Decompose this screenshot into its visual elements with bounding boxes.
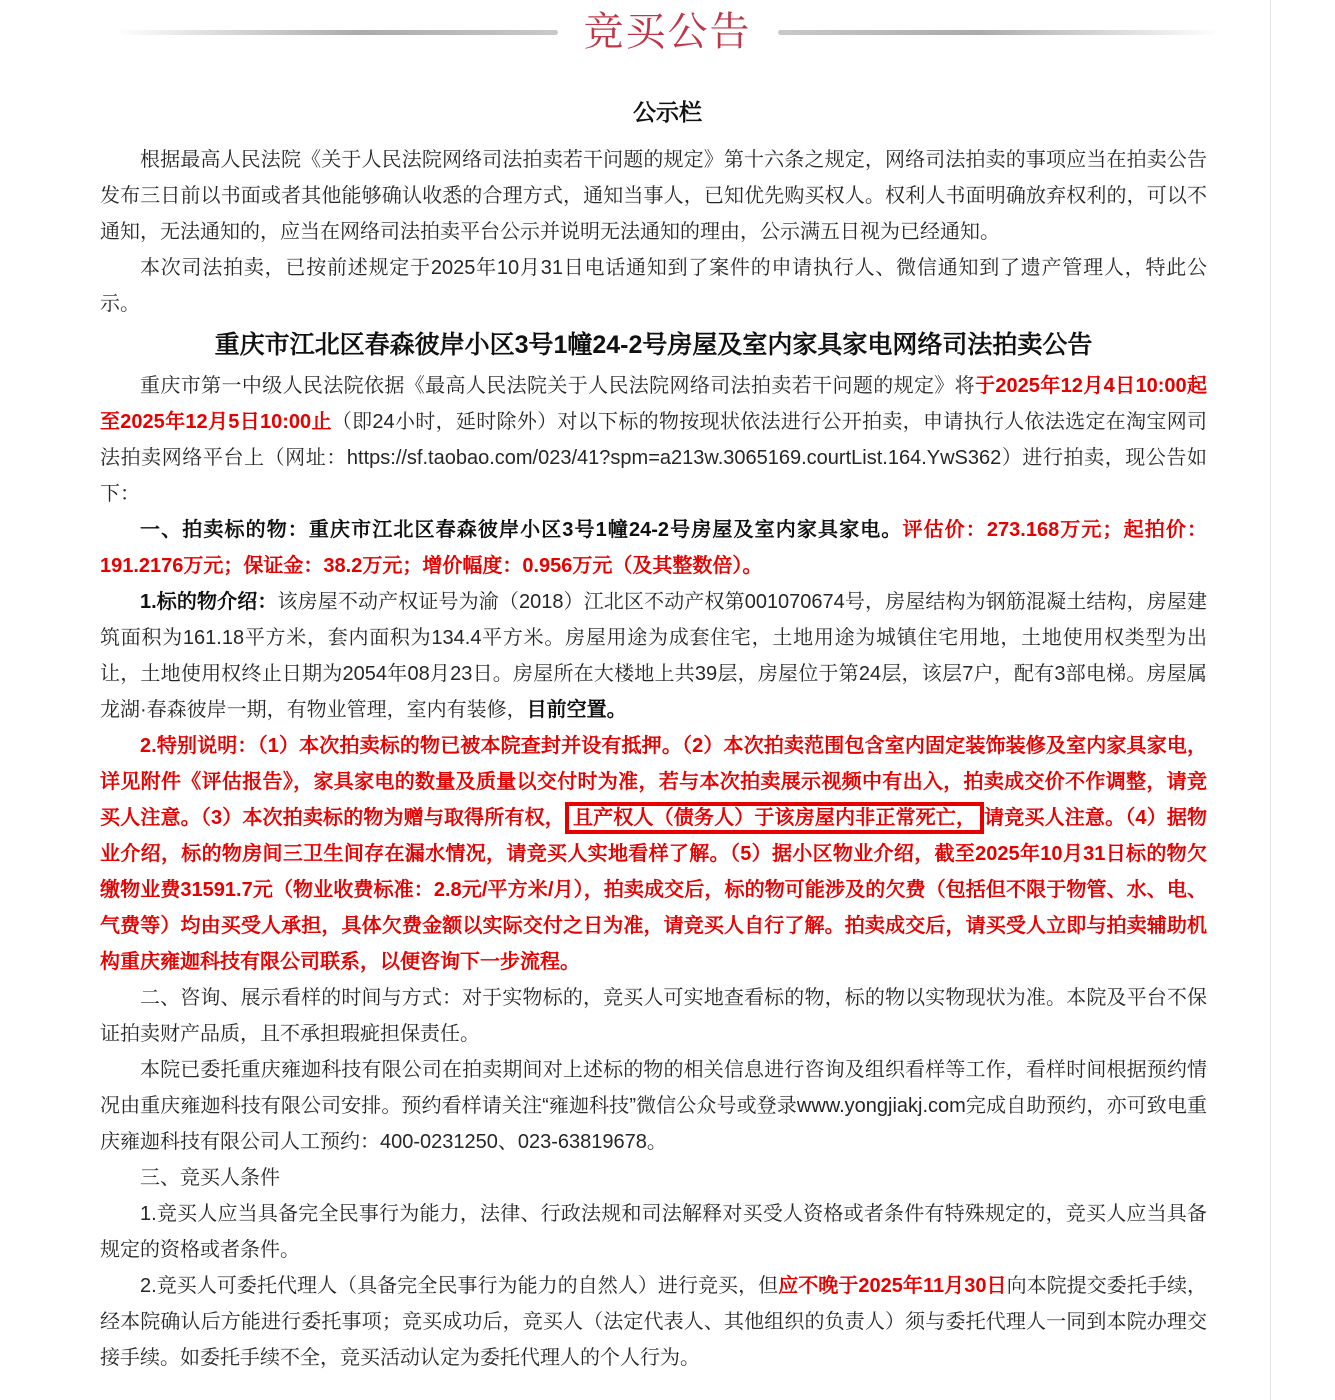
red-box-annotation: 且产权人（债务人）于该房屋内非正常死亡， (565, 802, 984, 834)
auction-schedule-paragraph (100, 368, 1207, 512)
board-title: 公示栏 (633, 99, 702, 125)
text-segment: 2.竞买人可委托代理人（具备完全民事行为能力的自然人）进行竞买，但 (140, 1275, 779, 1297)
auction-subject-paragraph (100, 512, 1207, 584)
bidder-agent-paragraph (100, 1268, 1207, 1376)
text-segment: 该房屋不动产权证号为渝（2018）江北区不动产权第001070674号，房屋结构为钢筋混凝土结构，房屋建筑面积为161.18平方米，套内面积为134.4平方米。房屋用途为成套住宅，土地用途为城镇住宅用地，土地使用权类型为出让，土地使用权终止日期为2054年08月23日。房屋所在大楼地上共39层，房屋位于第24层，该层7户，配有3部电梯。房屋属龙湖·春森彼岸一期，有物业管理，室内有装修， (100, 591, 1207, 721)
bidder-conditions-heading (100, 1160, 1207, 1196)
document-body (100, 142, 1207, 1376)
text-segment: 1.标的物介绍： (140, 591, 278, 613)
viewing-method-paragraph (100, 980, 1207, 1052)
title-divider-right (778, 30, 1221, 35)
text-segment: 二、咨询、展示看样的时间与方式：对于实物标的，竞买人可实地查看标的物，标的物以实物现状为准。本院及平台不保证拍卖财产品质，且不承担瑕疵担保责任。 (100, 987, 1207, 1045)
title-divider-left (115, 30, 558, 35)
text-segment: 1.竞买人应当具备完全民事行为能力，法律、行政法规和司法解释对买受人资格或者条件有特殊规定的，竞买人应当具备规定的资格或者条件。 (100, 1203, 1207, 1261)
text-segment: 向本院提交委托手续，经本院确认后方能进行委托事项；竞买成功后，竞买人（法定代表人、其他组织的负责人）须与委托代理人一同到本院办理交接手续。如委托手续不全，竞买活动认定为委托代理人的个人行为。 (100, 1275, 1207, 1369)
text-segment: 目前空置。 (526, 699, 627, 721)
bidder-capacity-paragraph (100, 1196, 1207, 1268)
text-segment: 一、拍卖标的物：重庆市江北区春森彼岸小区3号1幢24-2号房屋及室内家具家电。 (140, 519, 903, 541)
notice-served-paragraph (100, 250, 1207, 322)
page-title-row (0, 0, 1335, 58)
text-segment: （即24小时，延时除外）对以下标的物按现状依法进行公开拍卖，申请执行人依法选定在淘宝网司法拍卖网络平台上（网址：https://sf.taobao.com/023/41?spm=a213w.3065169.courtList.164.YwS362）进行拍卖，现公告如下： (100, 411, 1208, 505)
text-segment: 三、竞买人条件 (140, 1167, 280, 1189)
page-right-border (1270, 0, 1271, 1400)
text-segment: 评估价：273.168万元；起拍价：191.2176万元；保证金：38.2万元；增价幅度：0.956万元（及其整数倍）。 (100, 519, 1208, 577)
text-segment: 重庆市江北区春森彼岸小区3号1幢24-2号房屋及室内家具家电网络司法拍卖公告 (214, 331, 1093, 359)
text-segment: 重庆市第一中级人民法院依据《最高人民法院关于人民法院网络司法拍卖若干问题的规定》将 (140, 375, 976, 397)
text-segment: 2.特别说明：（1）本次拍卖标的物已被本院查封并设有抵押。（2）本次拍卖范围包含室内固定装饰装修及室内家具家电，详见附件《评估报告》，家具家电的数量及质量以交付时为准，若与本次拍卖展示视频中有出入，拍卖成交价不作调整，请竞买人注意。（3）本次拍卖标的物为赠与取得所有权， (100, 735, 1207, 829)
text-segment: 于2025年12月4日10:00起至2025年12月5日10:00止 (100, 375, 1208, 433)
auction-announcement-title (100, 322, 1207, 368)
text-segment: 本次司法拍卖，已按前述规定于2025年10月31日电话通知到了案件的申请执行人、微信通知到了遗产管理人，特此公示。 (100, 257, 1207, 315)
text-segment: 请竞买人注意。（4）据物业介绍，标的物房间三卫生间存在漏水情况，请竞买人实地看样了解。（5）据小区物业介绍，截至2025年10月31日标的物欠缴物业费31591.7元（物业收费标准：2.8元/平方米/月），拍卖成交后，标的物可能涉及的欠费（包括但不限于物管、水、电、气费等）均由买受人承担，具体欠费金额以实际交付之日为准，请竞买人自行了解。拍卖成交后，请买受人立即与拍卖辅助机构重庆雍迦科技有限公司联系，以便咨询下一步流程。 (100, 807, 1208, 973)
text-segment: 根据最高人民法院《关于人民法院网络司法拍卖若干问题的规定》第十六条之规定，网络司法拍卖的事项应当在拍卖公告发布三日前以书面或者其他能够确认收悉的合理方式，通知当事人，已知优先购买权人。权利人书面明确放弃权利的，可以不通知，无法通知的，应当在网络司法拍卖平台公示并说明无法通知的理由，公示满五日视为已经通知。 (100, 149, 1207, 243)
viewing-agency-paragraph (100, 1052, 1207, 1160)
text-segment: 应不晚于2025年11月30日 (778, 1275, 1007, 1297)
subject-introduction-paragraph (100, 584, 1207, 728)
special-notes-paragraph (100, 728, 1207, 980)
text-segment: 本院已委托重庆雍迦科技有限公司在拍卖期间对上述标的物的相关信息进行咨询及组织看样等工作，看样时间根据预约情况由重庆雍迦科技有限公司安排。预约看样请关注“雍迦科技”微信公众号或登录www.yongjiakj.com完成自助预约，亦可致电重庆雍迦科技有限公司人工预约：400-0231250、023-63819678。 (100, 1059, 1207, 1153)
page-title: 竞买公告 (583, 10, 752, 54)
notice-rule-paragraph (100, 142, 1207, 250)
